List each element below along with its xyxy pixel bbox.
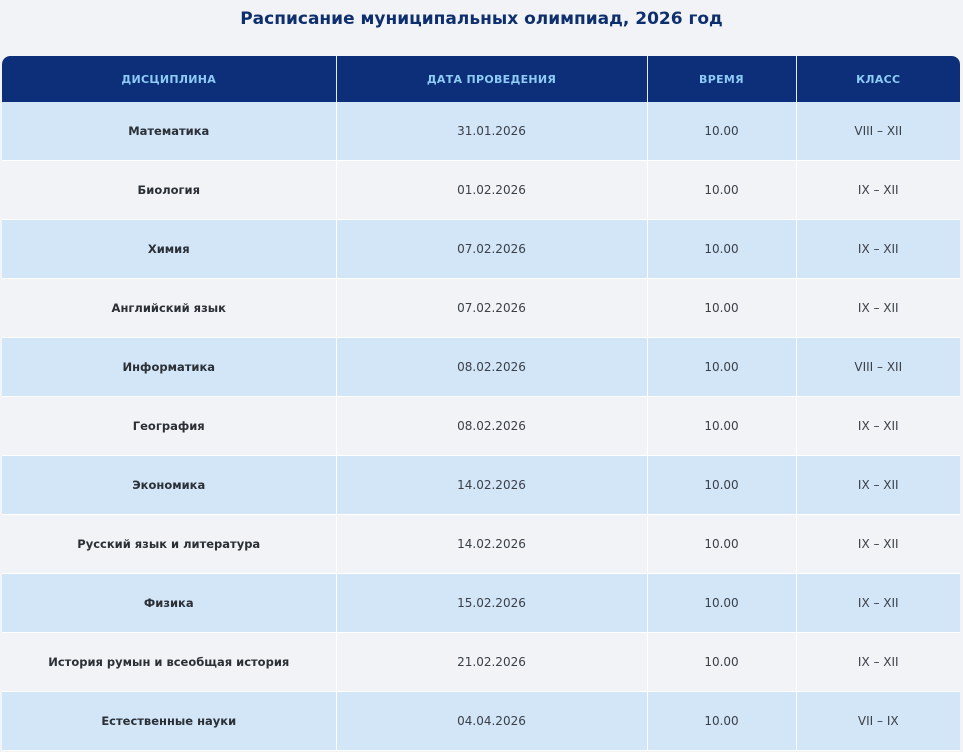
page-title: Расписание муниципальных олимпиад, 2026 год bbox=[240, 9, 723, 29]
olympiad-schedule-table bbox=[2, 56, 960, 751]
header-class: КЛАСС bbox=[796, 56, 960, 102]
time-cell: 10.00 bbox=[647, 574, 796, 633]
time-cell: 10.00 bbox=[647, 692, 796, 751]
discipline-cell: География bbox=[2, 397, 336, 456]
discipline-cell: Физика bbox=[2, 574, 336, 633]
time-cell: 10.00 bbox=[647, 220, 796, 279]
table-row bbox=[2, 574, 960, 633]
discipline-cell: Химия bbox=[2, 220, 336, 279]
class-cell: IX – XII bbox=[796, 220, 960, 279]
time-cell: 10.00 bbox=[647, 102, 796, 161]
table-row bbox=[2, 220, 960, 279]
date-cell: 31.01.2026 bbox=[336, 102, 647, 161]
time-cell: 10.00 bbox=[647, 338, 796, 397]
date-cell: 15.02.2026 bbox=[336, 574, 647, 633]
date-cell: 07.02.2026 bbox=[336, 279, 647, 338]
date-cell: 21.02.2026 bbox=[336, 633, 647, 692]
time-cell: 10.00 bbox=[647, 515, 796, 574]
discipline-cell: Математика bbox=[2, 102, 336, 161]
discipline-cell: Русский язык и литература bbox=[2, 515, 336, 574]
table-row bbox=[2, 633, 960, 692]
table-row bbox=[2, 692, 960, 751]
class-cell: IX – XII bbox=[796, 279, 960, 338]
header-discipline: ДИСЦИПЛИНА bbox=[2, 56, 336, 102]
discipline-cell: Биология bbox=[2, 161, 336, 220]
table-row bbox=[2, 279, 960, 338]
discipline-cell: Экономика bbox=[2, 456, 336, 515]
discipline-cell: Английский язык bbox=[2, 279, 336, 338]
class-cell: IX – XII bbox=[796, 397, 960, 456]
class-cell: IX – XII bbox=[796, 161, 960, 220]
discipline-cell: История румын и всеобщая история bbox=[2, 633, 336, 692]
class-cell: IX – XII bbox=[796, 456, 960, 515]
table-row bbox=[2, 397, 960, 456]
time-cell: 10.00 bbox=[647, 279, 796, 338]
date-cell: 14.02.2026 bbox=[336, 515, 647, 574]
class-cell: IX – XII bbox=[796, 515, 960, 574]
date-cell: 04.04.2026 bbox=[336, 692, 647, 751]
time-cell: 10.00 bbox=[647, 456, 796, 515]
table-row bbox=[2, 102, 960, 161]
class-cell: IX – XII bbox=[796, 633, 960, 692]
table-row bbox=[2, 456, 960, 515]
table-row bbox=[2, 338, 960, 397]
class-cell: IX – XII bbox=[796, 574, 960, 633]
discipline-cell: Информатика bbox=[2, 338, 336, 397]
class-cell: VIII – XII bbox=[796, 102, 960, 161]
table-row bbox=[2, 161, 960, 220]
date-cell: 07.02.2026 bbox=[336, 220, 647, 279]
date-cell: 08.02.2026 bbox=[336, 338, 647, 397]
header-date: ДАТА ПРОВЕДЕНИЯ bbox=[336, 56, 647, 102]
time-cell: 10.00 bbox=[647, 161, 796, 220]
table-row bbox=[2, 515, 960, 574]
table-header-row bbox=[2, 56, 960, 102]
header-time: ВРЕМЯ bbox=[647, 56, 796, 102]
class-cell: VIII – XII bbox=[796, 338, 960, 397]
date-cell: 01.02.2026 bbox=[336, 161, 647, 220]
time-cell: 10.00 bbox=[647, 633, 796, 692]
date-cell: 08.02.2026 bbox=[336, 397, 647, 456]
time-cell: 10.00 bbox=[647, 397, 796, 456]
discipline-cell: Естественные науки bbox=[2, 692, 336, 751]
class-cell: VII – IX bbox=[796, 692, 960, 751]
date-cell: 14.02.2026 bbox=[336, 456, 647, 515]
